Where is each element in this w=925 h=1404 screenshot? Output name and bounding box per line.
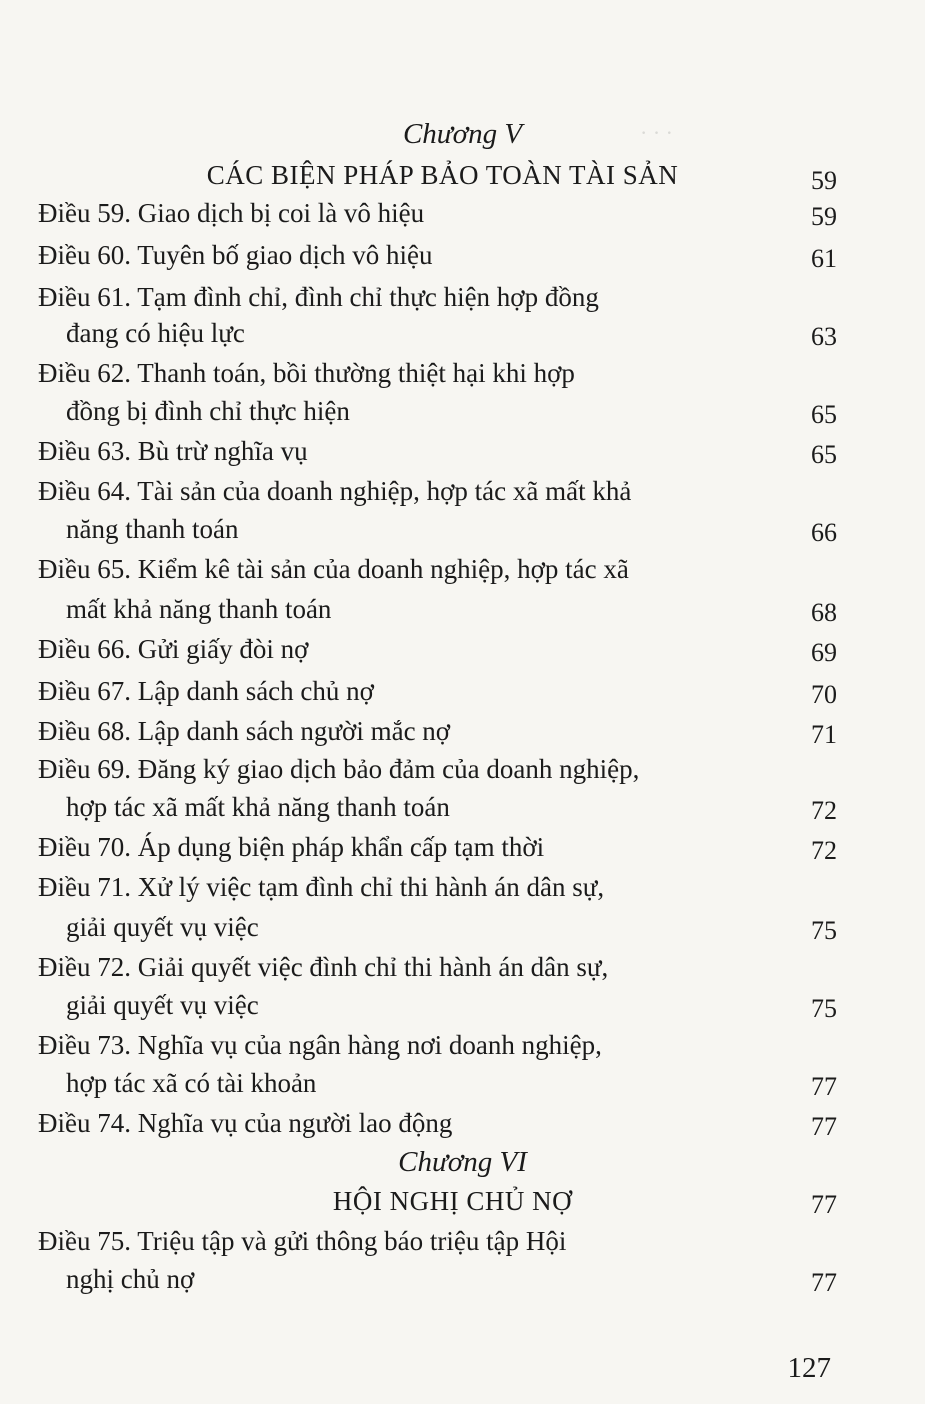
toc-entry-page: 72 xyxy=(811,836,837,865)
chapter-vi-label: Chương VI xyxy=(398,1146,527,1178)
toc-entry-page: 66 xyxy=(811,518,837,547)
toc-entry-title: Điều 64. Tài sản của doanh nghiệp, hợp tác xã mất khả xyxy=(38,476,632,506)
toc-entry-title: Điều 60. Tuyên bố giao dịch vô hiệu xyxy=(38,240,433,270)
toc-entry-page: 77 xyxy=(811,1112,837,1141)
toc-entry-title: Điều 69. Đăng ký giao dịch bảo đảm của doanh nghiệp, xyxy=(38,754,640,784)
toc-entry-continuation: giải quyết vụ việc xyxy=(66,912,259,942)
toc-entry-page: 75 xyxy=(811,916,837,945)
toc-entry-continuation: hợp tác xã có tài khoản xyxy=(66,1068,317,1098)
toc-entry-page: 59 xyxy=(811,202,837,231)
toc-entry-page: 61 xyxy=(811,244,837,273)
toc-entry-page: 65 xyxy=(811,400,837,429)
toc-entry-page: 65 xyxy=(811,440,837,469)
toc-entry-title: Điều 59. Giao dịch bị coi là vô hiệu xyxy=(38,198,425,228)
toc-entry-page: 77 xyxy=(811,1268,837,1297)
toc-entry-page: 71 xyxy=(811,720,837,749)
toc-entry-page: 69 xyxy=(811,638,837,667)
toc-entry-title: Điều 68. Lập danh sách người mắc nợ xyxy=(38,716,451,746)
toc-entry-page: 72 xyxy=(811,796,837,825)
toc-entry-page: 63 xyxy=(811,322,837,351)
toc-entry-title: Điều 72. Giải quyết việc đình chỉ thi hành án dân sự, xyxy=(38,952,609,982)
toc-entry-title: Điều 70. Áp dụng biện pháp khẩn cấp tạm thời xyxy=(38,832,545,862)
toc-entry-title: Điều 66. Gửi giấy đòi nợ xyxy=(38,634,309,664)
toc-entry-continuation: mất khả năng thanh toán xyxy=(66,594,332,624)
toc-entry-title: Điều 61. Tạm đình chỉ, đình chỉ thực hiện hợp đồng xyxy=(38,282,599,312)
toc-entry-page: 75 xyxy=(811,994,837,1023)
toc-entry-page: 77 xyxy=(811,1072,837,1101)
toc-entry-title: Điều 71. Xử lý việc tạm đình chỉ thi hành án dân sự, xyxy=(38,872,605,902)
toc-entry-title: Điều 67. Lập danh sách chủ nợ xyxy=(38,676,374,706)
toc-entry-continuation: giải quyết vụ việc xyxy=(66,990,259,1020)
toc-entry-title: Điều 75. Triệu tập và gửi thông báo triệu tập Hội xyxy=(38,1226,567,1256)
toc-entry-continuation: năng thanh toán xyxy=(66,514,239,544)
toc-entry-continuation: đang có hiệu lực xyxy=(66,318,245,348)
toc-entry-title: Điều 74. Nghĩa vụ của người lao động xyxy=(38,1108,453,1138)
toc-entry-title: Điều 65. Kiểm kê tài sản của doanh nghiệp, hợp tác xã xyxy=(38,554,629,584)
chapter-v-page: 59 xyxy=(811,166,837,195)
toc-entry-page: 70 xyxy=(811,680,837,709)
toc-entry-page: 68 xyxy=(811,598,837,627)
toc-entry-title: Điều 62. Thanh toán, bồi thường thiệt hại khi hợp xyxy=(38,358,575,388)
toc-entry-title: Điều 73. Nghĩa vụ của ngân hàng nơi doanh nghiệp, xyxy=(38,1030,602,1060)
toc-entry-continuation: đồng bị đình chỉ thực hiện xyxy=(66,396,350,426)
chapter-vi-page: 77 xyxy=(811,1190,837,1219)
chapter-vi-title: HỘI NGHỊ CHỦ NỢ xyxy=(332,1186,573,1216)
chapter-v-title: CÁC BIỆN PHÁP BẢO TOÀN TÀI SẢN xyxy=(206,160,679,190)
show-through: · · · xyxy=(640,120,673,145)
chapter-v-label: Chương V xyxy=(402,118,523,150)
toc-entry-continuation: nghị chủ nợ xyxy=(66,1264,195,1294)
toc-entry-title: Điều 63. Bù trừ nghĩa vụ xyxy=(38,436,308,466)
page-number: 127 xyxy=(787,1352,831,1384)
toc-entry-continuation: hợp tác xã mất khả năng thanh toán xyxy=(66,792,450,822)
